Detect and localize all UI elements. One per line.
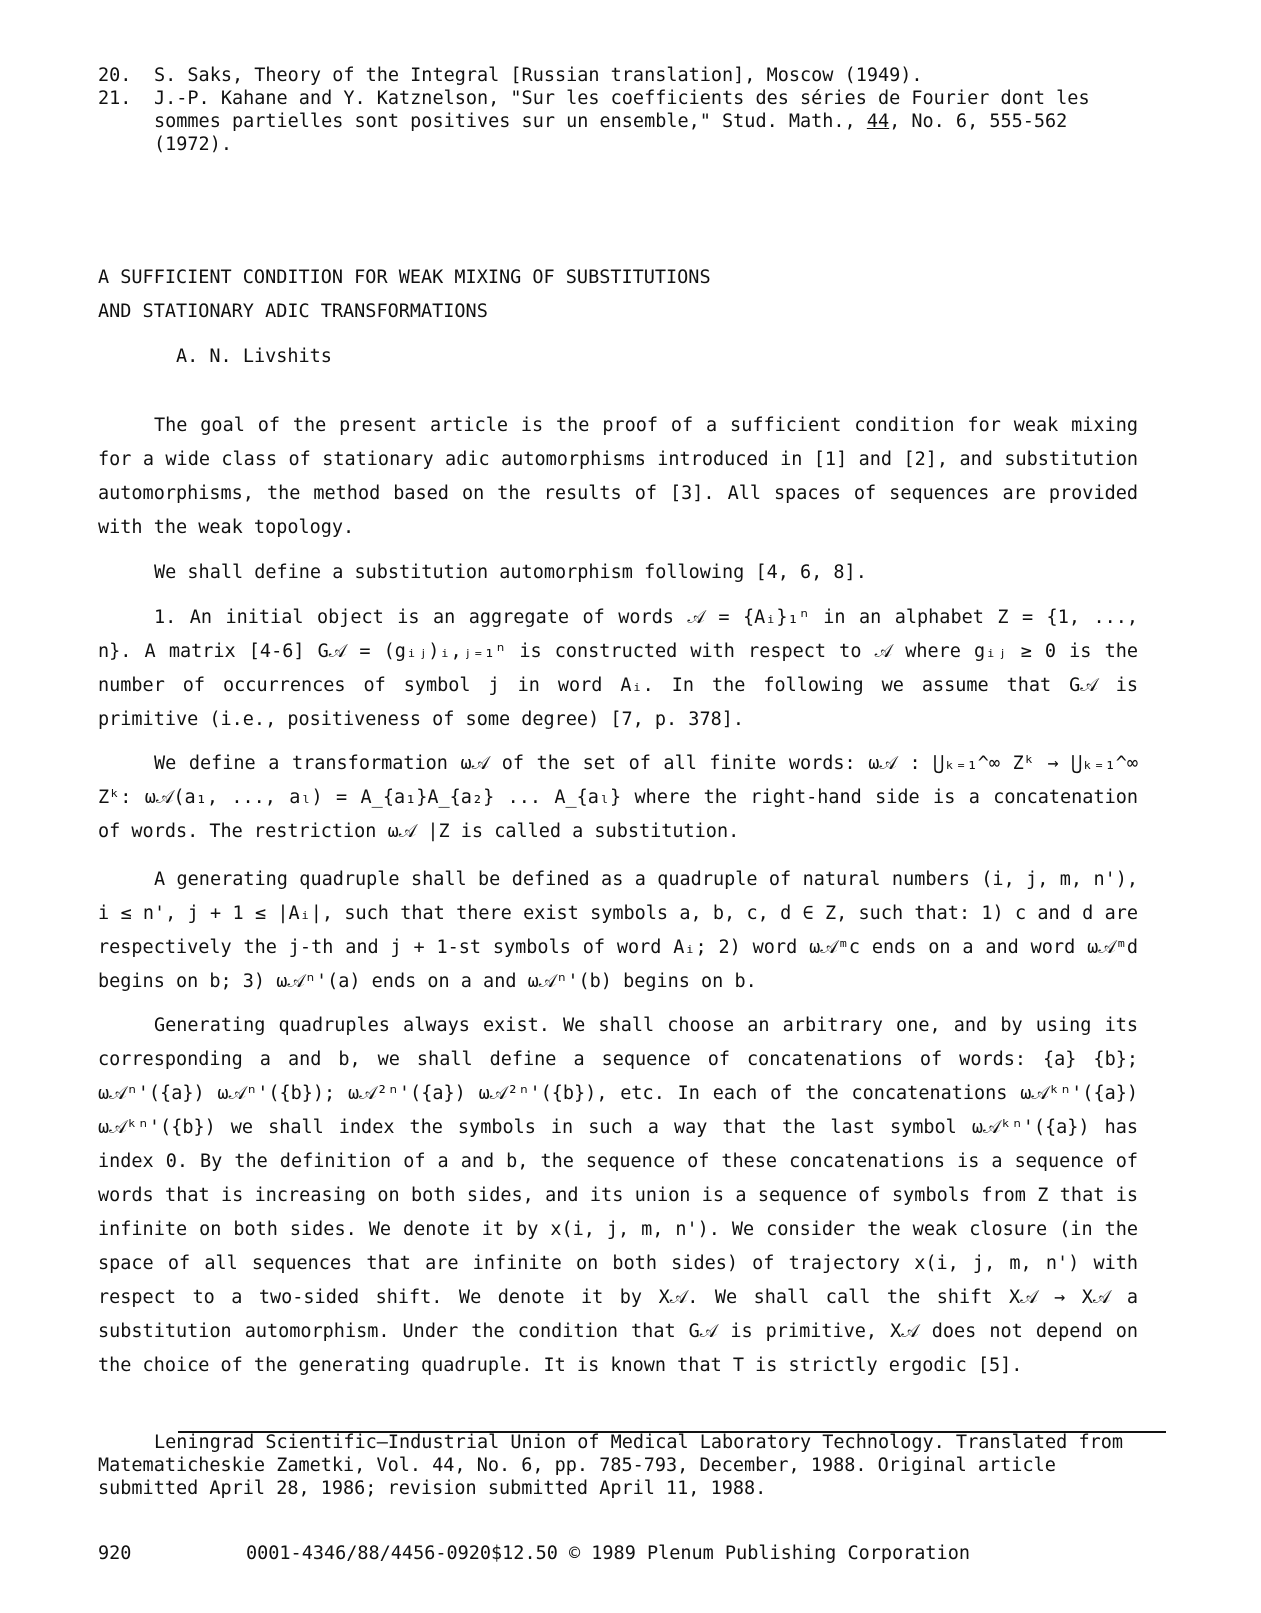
reference-text: J.-P. Kahane and Y. Katznelson, "Sur les coefficients des séries de Fourier dont les sommes partielles sont positives sur un ensemble," Stud. Math., 44, No. 6, 555-562 (1972). xyxy=(154,88,1090,155)
author: A. N. Livshits xyxy=(176,346,332,367)
reference-number: 20. xyxy=(98,65,132,86)
paragraph-initial-object: 1. An initial object is an aggregate of words 𝒜 = {Aᵢ}₁ⁿ in an alphabet Z = {1, ..., n}. A matrix [4-6] G𝒜 = (gᵢⱼ)ᵢ,ⱼ₌₁ⁿ is constructed with respect to 𝒜 where gᵢⱼ ≥ 0 is the number of occurrences of symbol j in word Aᵢ. In the following we assume that G𝒜 is primitive (i.e., positiveness of some degree) [7, p. 378]. xyxy=(98,607,1138,730)
reference-number: 21. xyxy=(98,88,132,109)
reference-20 xyxy=(98,64,1138,87)
paragraph-transformation: We define a transformation ω𝒜 of the set of all finite words: ω𝒜 : ⋃ₖ₌₁^∞ Zᵏ → ⋃ₖ₌₁^∞ Zᵏ: ω𝒜(a₁, ..., aₗ) = A_{a₁}A_{a₂} ... A_{aₗ} where the right-hand side is a concatenation of words. The restriction ω𝒜 |Z is called a substitution. xyxy=(98,753,1138,842)
publication-code: 0001-4346/88/4456-0920$12.50 © 1989 Plenum Publishing Corporation xyxy=(246,1543,970,1564)
article-title-line-1: A SUFFICIENT CONDITION FOR WEAK MIXING OF SUBSTITUTIONS xyxy=(98,267,711,288)
paragraph-definition-intro: We shall define a substitution automorphism following [4, 6, 8]. xyxy=(154,562,867,583)
footnote: Leningrad Scientific—Industrial Union of Medical Laboratory Technology. Translated from Matematicheskie Zametki, Vol. 44, No. 6, pp. 785-793, December, 1988. Original article submitted April 28, 1986; revision submitted April 11, 1988. xyxy=(98,1432,1124,1499)
page-number: 920 xyxy=(98,1543,132,1564)
reference-text: S. Saks, Theory of the Integral [Russian translation], Moscow (1949). xyxy=(154,65,923,86)
paragraph-concatenations: Generating quadruples always exist. We shall choose an arbitrary one, and by using its corresponding a and b, we shall define a sequence of concatenations of words: {a} {b}; ω𝒜ⁿ'({a}) ω𝒜ⁿ'({b}); ω𝒜²ⁿ'({a}) ω𝒜²ⁿ'({b}), etc. In each of the concatenations ω𝒜ᵏⁿ'({a}) ω𝒜ᵏⁿ'({b}) we shall index the symbols in such a way that the last symbol ω𝒜ᵏⁿ'({a}) has index 0. By the definition of a and b, the sequence of these concatenations is a sequence of words that is increasing on both sides, and its union is a sequence of symbols from Z that is infinite on both sides. We denote it by x(i, j, m, n'). We consider the weak closure (in the space of all sequences that are infinite on both sides) of trajectory x(i, j, m, n') with respect to a two-sided shift. We denote it by X𝒜. We shall call the shift X𝒜 → X𝒜 a substitution automorphism. Under the condition that G𝒜 is primitive, X𝒜 does not depend on the choice of the generating quadruple. It is known that T is strictly ergodic [5]. xyxy=(98,1015,1138,1376)
article-title-line-2: AND STATIONARY ADIC TRANSFORMATIONS xyxy=(98,301,488,322)
reference-volume: 44 xyxy=(866,111,890,132)
reference-21 xyxy=(98,87,1138,156)
paragraph-generating-quadruple: A generating quadruple shall be defined as a quadruple of natural numbers (i, j, m, n'), i ≤ n', j + 1 ≤ |Aᵢ|, such that there exist symbols a, b, c, d ∈ Z, such that: 1) c and d are respectively the j-th and j + 1-st symbols of word Aᵢ; 2) word ω𝒜ᵐc ends on a and word ω𝒜ᵐd begins on b; 3) ω𝒜ⁿ'(a) ends on a and ω𝒜ⁿ'(b) begins on b. xyxy=(98,869,1138,992)
paragraph-intro: The goal of the present article is the proof of a sufficient condition for weak mixing for a wide class of stationary adic automorphisms introduced in [1] and [2], and substitution automorphisms, the method based on the results of [3]. All spaces of sequences are provided with the weak topology. xyxy=(98,415,1138,538)
